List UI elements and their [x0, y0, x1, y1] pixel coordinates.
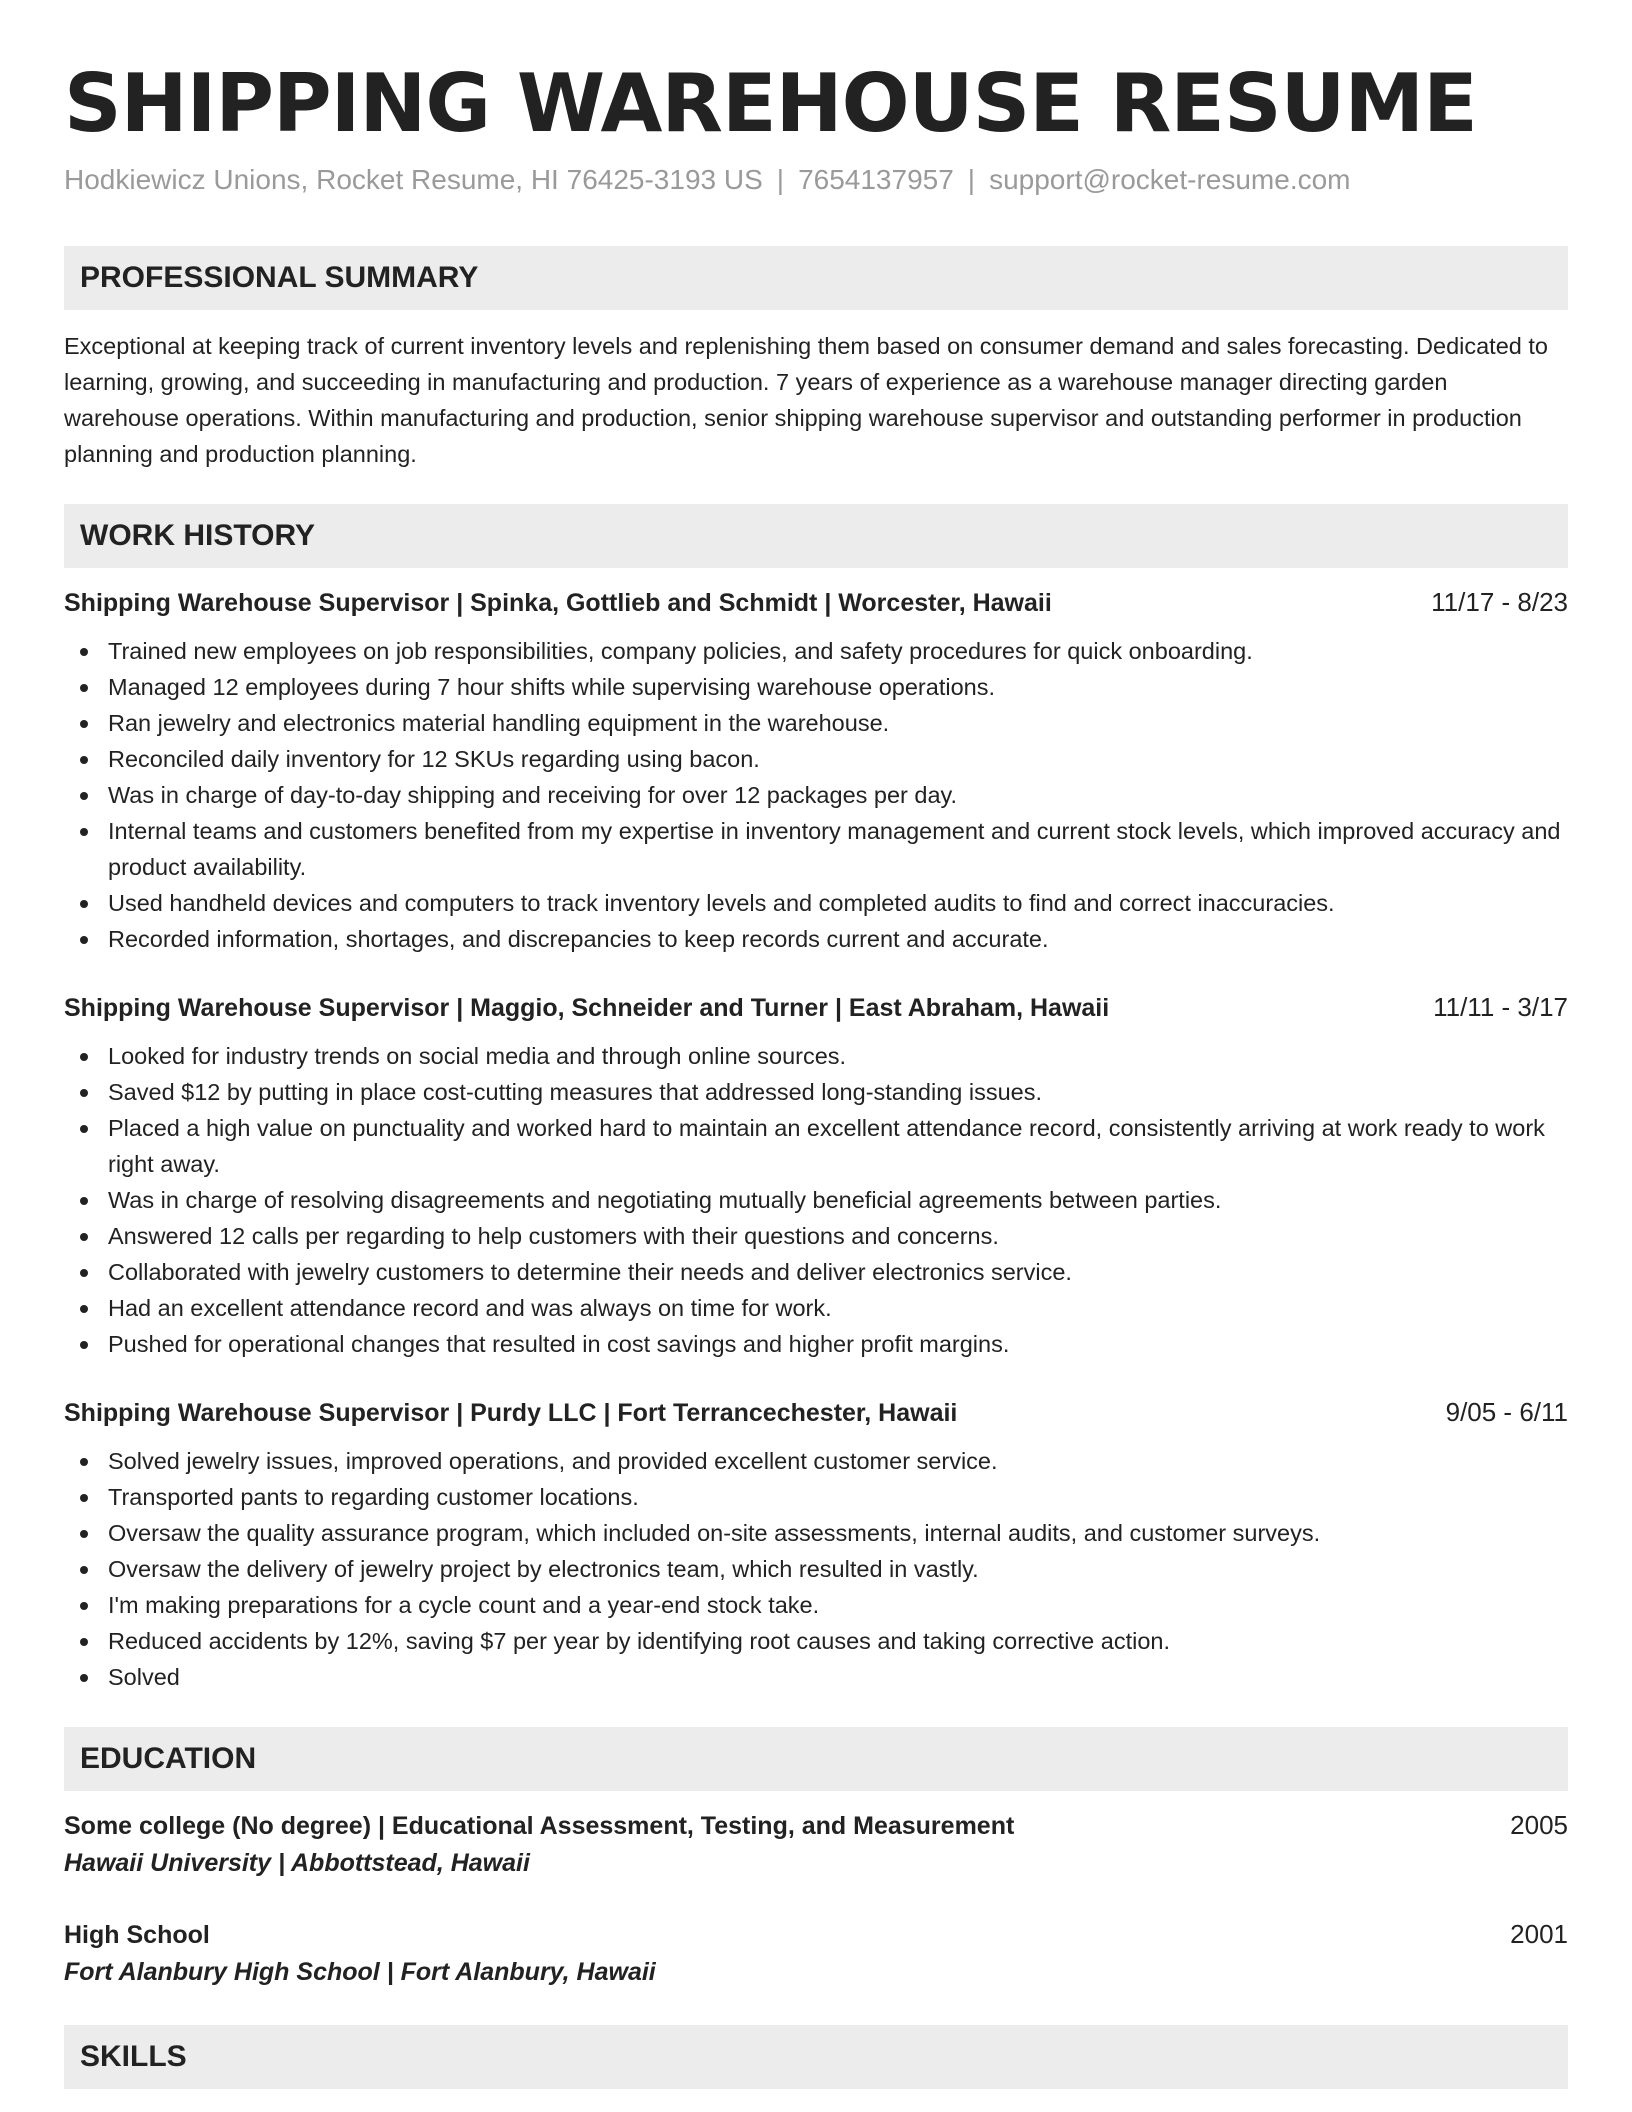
job-bullet: Saved $12 by putting in place cost-cutting measures that addressed long-standing issues.	[64, 1074, 1568, 1110]
job-bullet: Was in charge of resolving disagreements and negotiating mutually beneficial agreements between parties.	[64, 1182, 1568, 1218]
job-bullet: Solved	[64, 1659, 1568, 1695]
contact-address: Hodkiewicz Unions, Rocket Resume, HI 76425-3193 US	[64, 164, 763, 195]
job-bullet: Used handheld devices and computers to track inventory levels and completed audits to find and correct inaccuracies.	[64, 885, 1568, 921]
job-bullet: Answered 12 calls per regarding to help customers with their questions and concerns.	[64, 1218, 1568, 1254]
education-header	[64, 1916, 1568, 1953]
job-bullet: Trained new employees on job responsibilities, company policies, and safety procedures for quick onboarding.	[64, 633, 1568, 669]
job-header	[64, 1394, 1568, 1431]
summary-text: Exceptional at keeping track of current inventory levels and replenishing them based on consumer demand and sales forecasting. Dedicated to learning, growing, and succeeding in manufacturing and production. 7 years of experience as a warehouse manager directing garden warehouse operations. Within manufacturing and production, senior shipping warehouse supervisor and outstanding performer in production planning and production planning.	[64, 333, 1548, 467]
resume-title: SHIPPING WAREHOUSE RESUME	[64, 57, 1477, 150]
education-degree: High School	[64, 1921, 210, 1949]
job-entry	[64, 989, 1568, 1362]
skills-section-header: SKILLS	[64, 2025, 1568, 2089]
job-entry	[64, 584, 1568, 957]
job-bullet: Reconciled daily inventory for 12 SKUs regarding using bacon.	[64, 741, 1568, 777]
job-bullet: Recorded information, shortages, and discrepancies to keep records current and accurate.	[64, 921, 1568, 957]
job-title: Shipping Warehouse Supervisor | Spinka, Gottlieb and Schmidt | Worcester, Hawaii	[64, 589, 1052, 617]
job-bullet-list	[64, 1038, 1568, 1362]
education-header	[64, 1807, 1568, 1844]
education-entry	[64, 1807, 1568, 1882]
job-dates: 11/11 - 3/17	[1433, 992, 1568, 1022]
contact-phone: 7654137957	[798, 164, 954, 195]
education-section-header: EDUCATION	[64, 1727, 1568, 1791]
work-history-section-header: WORK HISTORY	[64, 504, 1568, 568]
education-entry	[64, 1916, 1568, 1991]
job-header	[64, 584, 1568, 621]
job-bullet: Transported pants to regarding customer locations.	[64, 1479, 1568, 1515]
job-bullet: Placed a high value on punctuality and worked hard to maintain an excellent attendance record, consistently arriving at work ready to work right away.	[64, 1110, 1568, 1182]
education-school: Hawaii University | Abbottstead, Hawaii	[64, 1849, 530, 1877]
job-header	[64, 989, 1568, 1026]
summary-section-header: PROFESSIONAL SUMMARY	[64, 246, 1568, 310]
contact-separator: |	[967, 164, 976, 195]
job-bullet: Internal teams and customers benefited from my expertise in inventory management and current stock levels, which improved accuracy and product availability.	[64, 813, 1568, 885]
job-entry	[64, 1394, 1568, 1695]
job-bullet-list	[64, 633, 1568, 957]
job-bullet: Solved jewelry issues, improved operations, and provided excellent customer service.	[64, 1443, 1568, 1479]
contact-line	[64, 162, 1568, 198]
job-bullet: I'm making preparations for a cycle count and a year-end stock take.	[64, 1587, 1568, 1623]
education-degree: Some college (No degree) | Educational Assessment, Testing, and Measurement	[64, 1812, 1015, 1840]
job-bullet: Looked for industry trends on social media and through online sources.	[64, 1038, 1568, 1074]
education-year: 2005	[1510, 1810, 1568, 1840]
job-title: Shipping Warehouse Supervisor | Maggio, Schneider and Turner | East Abraham, Hawaii	[64, 994, 1110, 1022]
job-bullet: Oversaw the delivery of jewelry project by electronics team, which resulted in vastly.	[64, 1551, 1568, 1587]
education-year: 2001	[1510, 1919, 1568, 1949]
contact-separator: |	[776, 164, 785, 195]
job-title: Shipping Warehouse Supervisor | Purdy LLC | Fort Terrancechester, Hawaii	[64, 1399, 958, 1427]
job-bullet: Pushed for operational changes that resulted in cost savings and higher profit margins.	[64, 1326, 1568, 1362]
job-bullet: Reduced accidents by 12%, saving $7 per year by identifying root causes and taking corrective action.	[64, 1623, 1568, 1659]
job-bullet: Managed 12 employees during 7 hour shifts while supervising warehouse operations.	[64, 669, 1568, 705]
job-bullet: Collaborated with jewelry customers to determine their needs and deliver electronics service.	[64, 1254, 1568, 1290]
resume-page	[64, 58, 1568, 2089]
job-bullet: Was in charge of day-to-day shipping and receiving for over 12 packages per day.	[64, 777, 1568, 813]
job-dates: 11/17 - 8/23	[1431, 587, 1568, 617]
job-bullet: Ran jewelry and electronics material handling equipment in the warehouse.	[64, 705, 1568, 741]
job-dates: 9/05 - 6/11	[1445, 1397, 1568, 1427]
education-school: Fort Alanbury High School | Fort Alanbury, Hawaii	[64, 1958, 656, 1986]
contact-email: support@rocket-resume.com	[989, 164, 1351, 195]
job-bullet: Had an excellent attendance record and was always on time for work.	[64, 1290, 1568, 1326]
job-bullet-list	[64, 1443, 1568, 1695]
job-bullet: Oversaw the quality assurance program, which included on-site assessments, internal audits, and customer surveys.	[64, 1515, 1568, 1551]
